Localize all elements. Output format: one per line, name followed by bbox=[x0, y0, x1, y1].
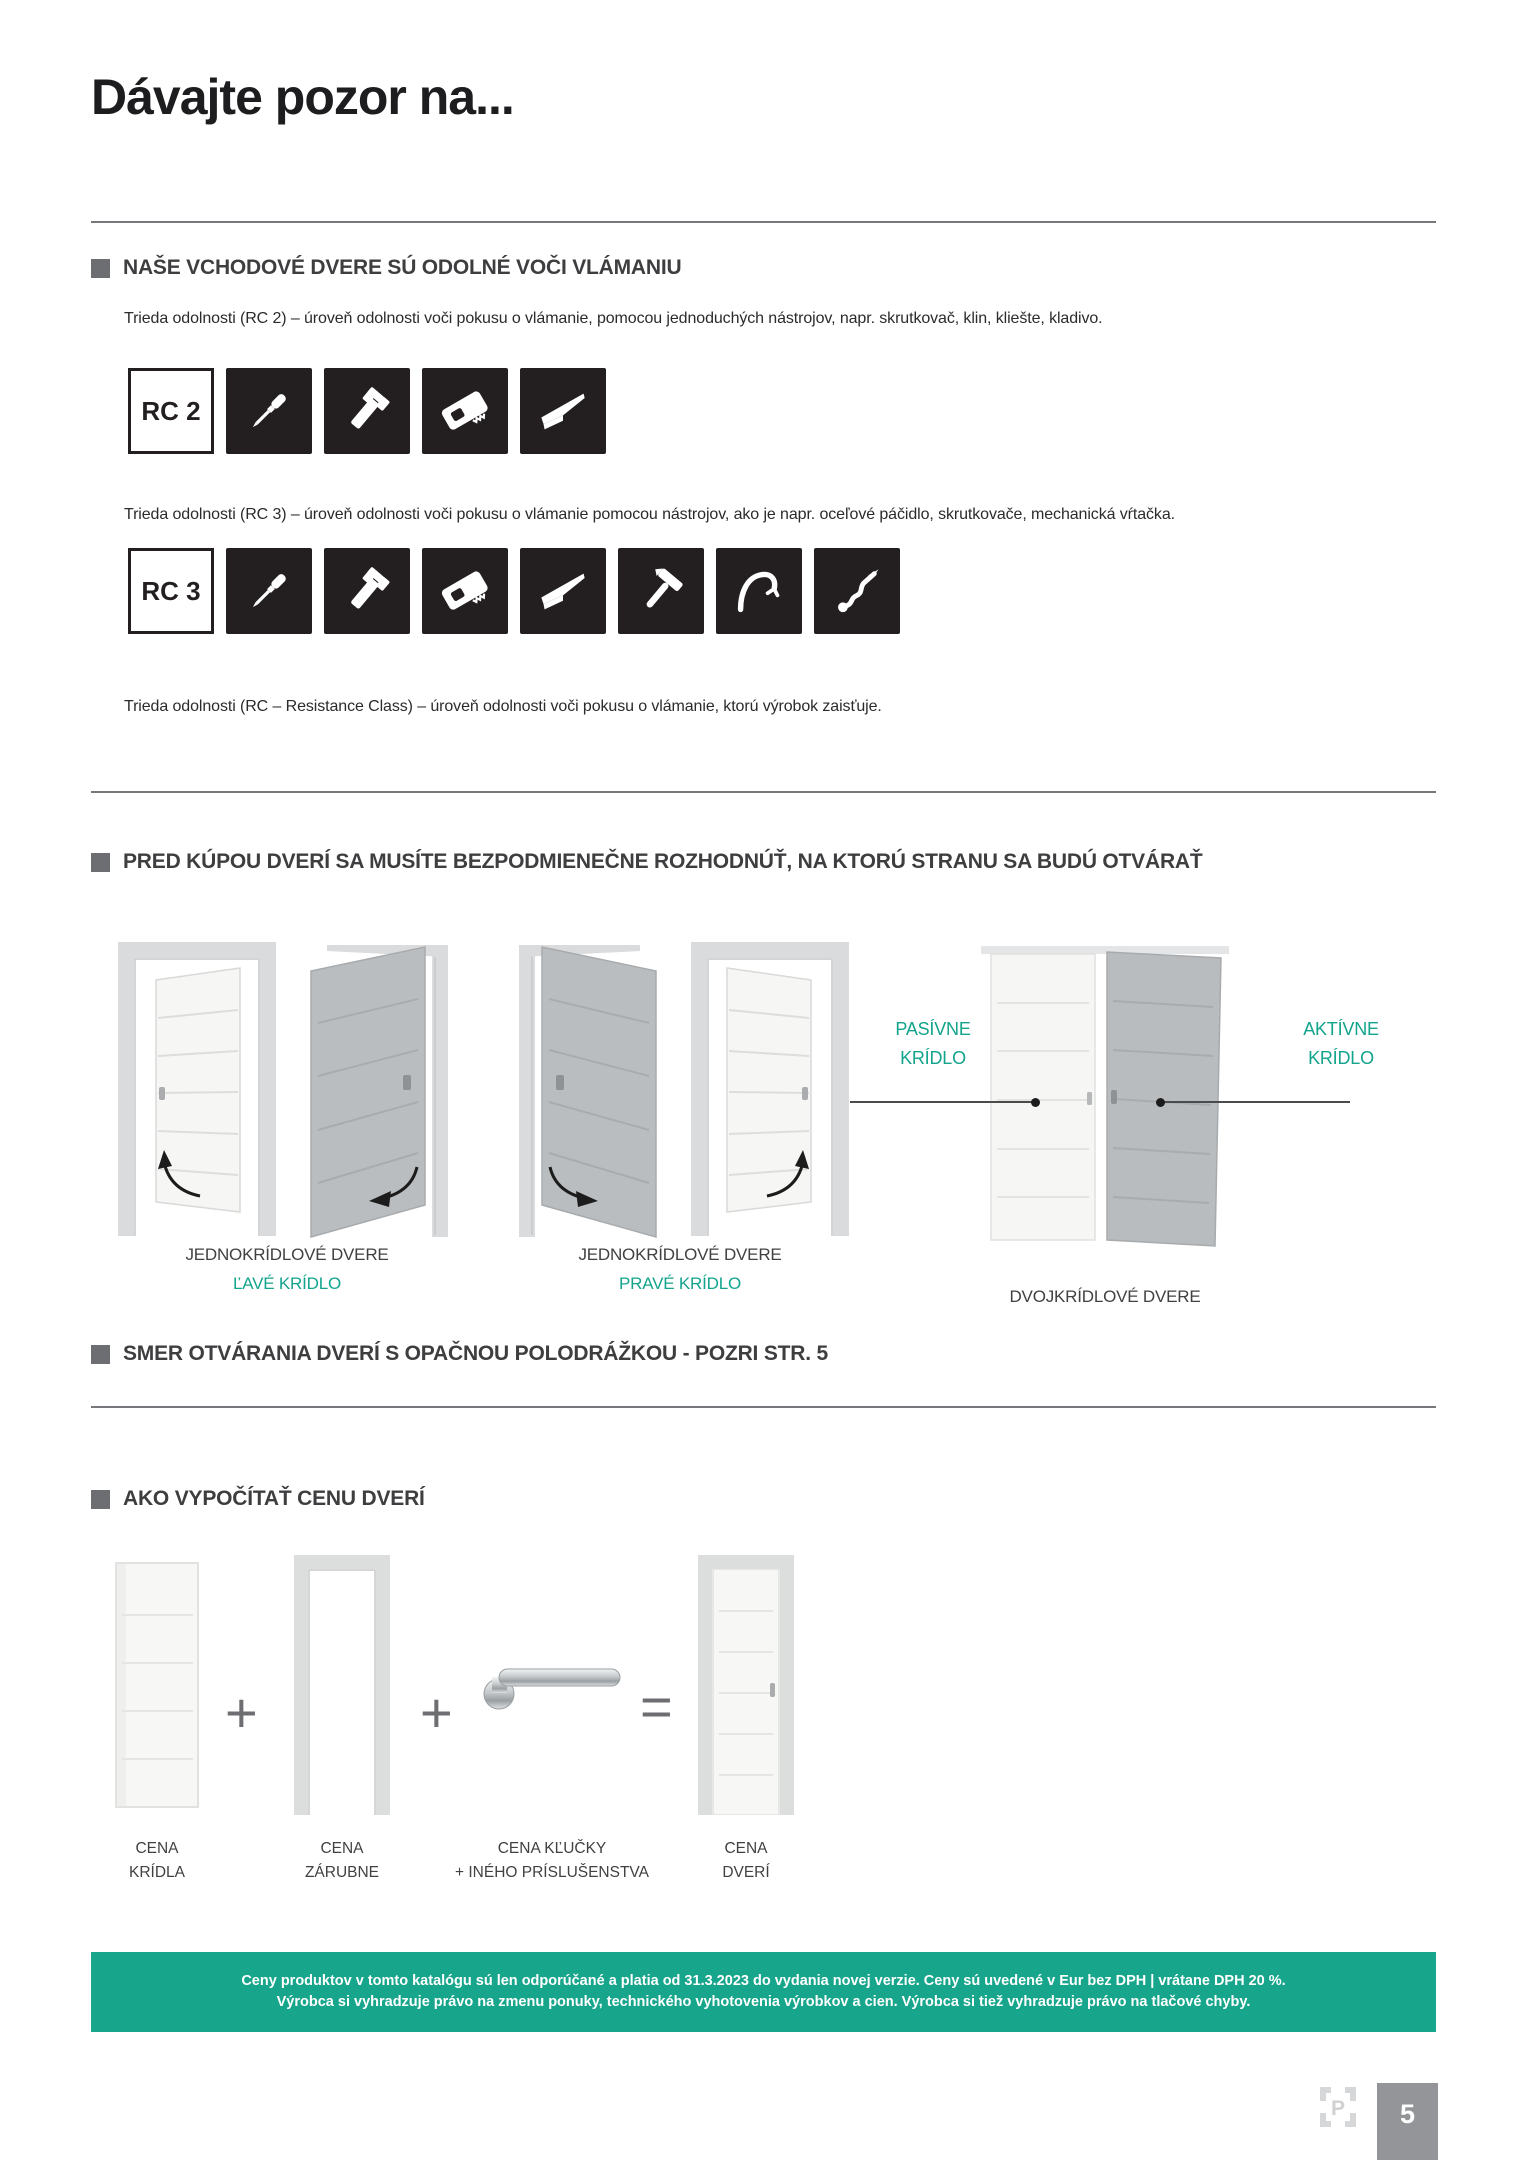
square-bullet-icon bbox=[91, 853, 110, 872]
single-right-label: JEDNOKRÍDLOVÉ DVERE PRAVÉ KRÍDLO bbox=[578, 1245, 782, 1293]
page-title: Dávajte pozor na... bbox=[91, 69, 514, 125]
pipe-wrench-icon bbox=[324, 548, 410, 634]
price-label-door: CENA DVERÍ bbox=[722, 1840, 770, 1881]
hand-drill-icon bbox=[814, 548, 900, 634]
double-door-label: DVOJKRÍDLOVÉ DVERE bbox=[1009, 1287, 1201, 1306]
disclaimer-text: Ceny produktov v tomto katalógu sú len odporúčané a platia od 31.3.2023 do vydania novej verzie. Ceny sú uvedené v Eur bez DPH | vrátane DPH 20 %. Výrobca si vyhradzuje právo na zmenu ponuky, technického vyhotovenia výrobkov a cien. Výrobca si tiež vyhradzuje právo na tlačové chyby. bbox=[241, 1973, 1286, 2010]
price-label-handle: CENA KĽUČKY + INÉHO PRÍSLUŠENSTVA bbox=[455, 1840, 649, 1881]
porta-logo-letter: P bbox=[1330, 2097, 1346, 2120]
passive-pointer-line bbox=[850, 1101, 1036, 1103]
wedge-icon bbox=[520, 368, 606, 454]
plus-icon: + bbox=[420, 1681, 453, 1744]
section-heading-text: PRED KÚPOU DVERÍ SA MUSÍTE BEZPODMIENEČNE ROZHODNÚŤ, NA KTORÚ STRANU SA BUDÚ OTVÁRAŤ bbox=[123, 850, 1203, 873]
rc2-class-box bbox=[128, 368, 214, 454]
double-door-illustration bbox=[975, 942, 1235, 1252]
page-number: 5 bbox=[1399, 2099, 1416, 2129]
hacksaw-icon bbox=[422, 548, 508, 634]
page-number-badge bbox=[1377, 2083, 1438, 2160]
rc3-description: Trieda odolnosti (RC 3) – úroveň odolnosti voči pokusu o vlámanie pomocou nástrojov, ako je napr. oceľové páčidlo, skrutkovače, mechanická vŕtačka. bbox=[124, 506, 1175, 523]
pointer-dot bbox=[1031, 1098, 1040, 1107]
section-heading-text: NAŠE VCHODOVÉ DVERE SÚ ODOLNÉ VOČI VLÁMANIU bbox=[123, 256, 682, 279]
price-label-frame: CENA ZÁRUBNE bbox=[304, 1840, 380, 1881]
rc3-label: RC 3 bbox=[141, 575, 201, 606]
price-disclaimer-banner bbox=[91, 1952, 1436, 2032]
active-wing-label: AKTÍVNE KRÍDLO bbox=[1303, 1019, 1379, 1068]
active-pointer-line bbox=[1160, 1101, 1350, 1103]
door-ajar-illustration bbox=[112, 938, 282, 1238]
pipe-wrench-icon bbox=[324, 368, 410, 454]
divider bbox=[91, 1406, 1436, 1408]
square-bullet-icon bbox=[91, 1345, 110, 1364]
rc2-description: Trieda odolnosti (RC 2) – úroveň odolnosti voči pokusu o vlámanie, pomocou jednoduchých nástrojov, napr. skrutkovač, klin, kliešte, kladivo. bbox=[124, 310, 1103, 327]
rc3-icon-row bbox=[128, 548, 900, 634]
square-bullet-icon bbox=[91, 259, 110, 278]
plus-icon: + bbox=[225, 1681, 258, 1744]
door-open-illustration bbox=[510, 935, 670, 1245]
single-left-label: JEDNOKRÍDLOVÉ DVERE ĽAVÉ KRÍDLO bbox=[185, 1245, 389, 1293]
rc2-label: RC 2 bbox=[141, 395, 201, 426]
section-heading-text: AKO VYPOČÍTAŤ CENU DVERÍ bbox=[123, 1487, 425, 1510]
right-wing-door-diagram bbox=[505, 935, 855, 1250]
complete-door-illustration bbox=[697, 1553, 795, 1815]
divider bbox=[91, 221, 1436, 223]
crowbar-icon bbox=[716, 548, 802, 634]
door-open-illustration bbox=[297, 935, 457, 1245]
door-frame-illustration bbox=[293, 1553, 391, 1815]
hacksaw-icon bbox=[422, 368, 508, 454]
section-direction-heading bbox=[91, 850, 1391, 874]
section-heading-text: SMER OTVÁRANIA DVERÍ S OPAČNOU POLODRÁŽKOU - POZRI STR. 5 bbox=[123, 1342, 828, 1365]
pointer-dot bbox=[1156, 1098, 1165, 1107]
door-handle-illustration bbox=[477, 1653, 627, 1717]
passive-wing-label: PASÍVNE KRÍDLO bbox=[895, 1019, 971, 1068]
wedge-icon bbox=[520, 548, 606, 634]
divider bbox=[91, 791, 1436, 793]
door-leaf-illustration bbox=[113, 1560, 201, 1810]
door-ajar-illustration bbox=[685, 938, 855, 1238]
screwdriver-icon bbox=[226, 548, 312, 634]
rc-note: Trieda odolnosti (RC – Resistance Class) – úroveň odolnosti voči pokusu o vlámanie, ktorú výrobok zaisťuje. bbox=[124, 698, 882, 715]
section-security-heading bbox=[91, 256, 1291, 280]
hammer-icon bbox=[618, 548, 704, 634]
section-rebate-heading bbox=[91, 1342, 1391, 1366]
rc3-class-box bbox=[128, 548, 214, 634]
door-direction-diagrams bbox=[0, 920, 1527, 1400]
price-calculation-diagram bbox=[0, 1545, 1527, 1905]
section-price-heading bbox=[91, 1487, 1291, 1511]
porta-logo bbox=[1316, 2085, 1360, 2129]
equals-icon: = bbox=[640, 1675, 673, 1738]
screwdriver-icon bbox=[226, 368, 312, 454]
rc2-icon-row bbox=[128, 368, 606, 454]
square-bullet-icon bbox=[91, 1490, 110, 1509]
left-wing-door-diagram bbox=[112, 935, 462, 1250]
price-label-leaf: CENA KRÍDLA bbox=[129, 1840, 185, 1881]
